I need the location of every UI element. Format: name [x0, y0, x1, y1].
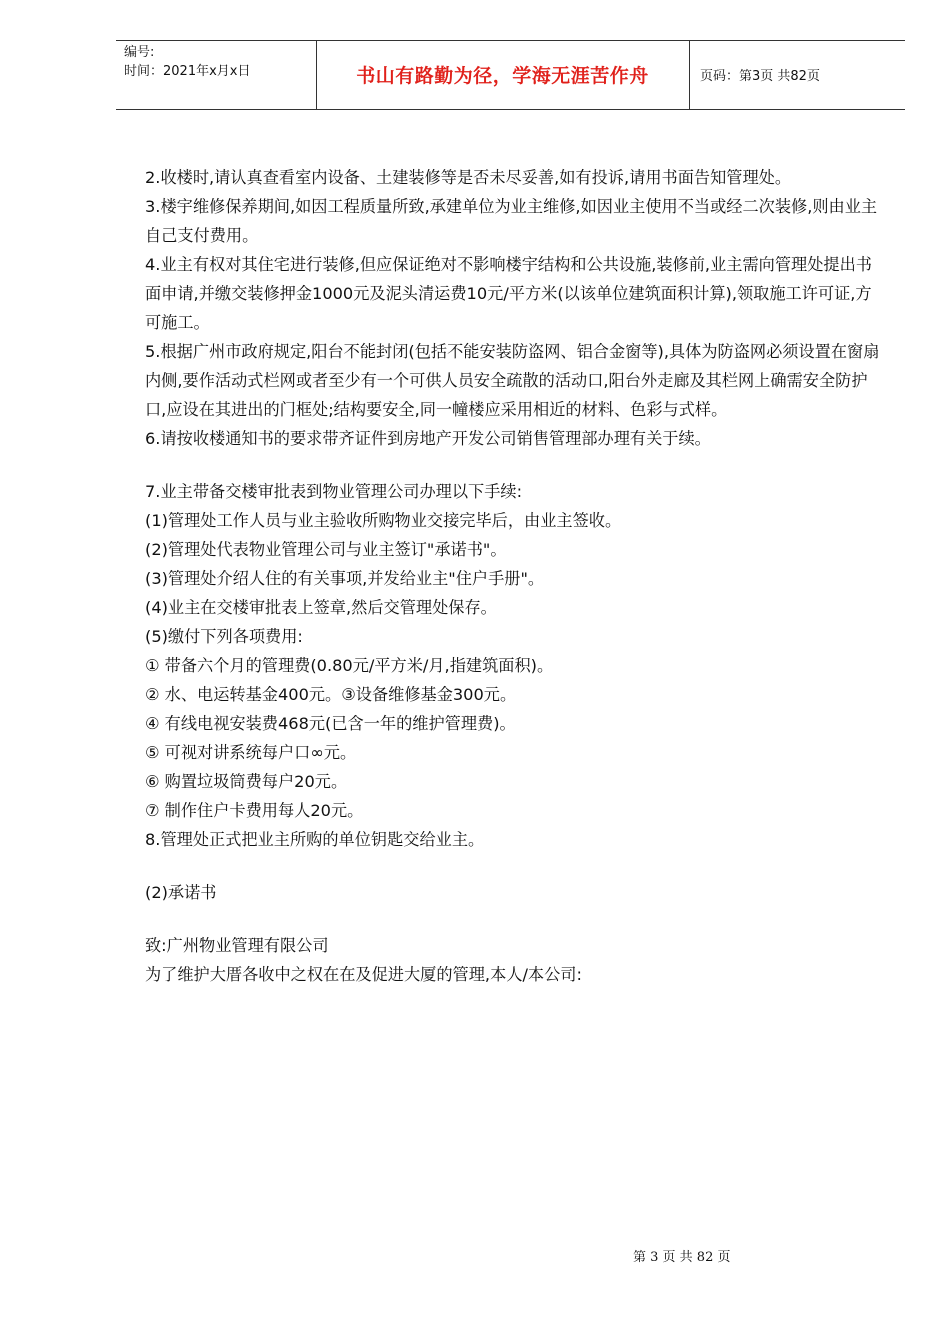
paragraph: 3.楼宇维修保养期间,如因工程质量所致,承建单位为业主维修,如因业主使用不当或经二次装修,则由业主自己支付费用。 — [145, 197, 878, 245]
fee-item: ⑥ 购置垃圾筒费每户20元。 — [145, 772, 348, 791]
document-body — [145, 163, 883, 989]
fee-item: ④ 有线电视安装费468元(已含一年的维护管理费)。 — [145, 714, 516, 733]
page-footer: 第 3 页 共 82 页 — [633, 1250, 731, 1265]
header-page-number: 页码：第3页 共82页 — [700, 69, 820, 84]
paragraph: 7.业主带备交楼审批表到物业管理公司办理以下手续: — [145, 482, 523, 501]
header-meta — [124, 43, 250, 81]
list-item: (3)管理处介绍人住的有关事项,并发给业主"住户手册"。 — [145, 569, 545, 588]
list-item: (4)业主在交楼审批表上签章,然后交管理处保存。 — [145, 598, 497, 617]
fee-item: ② 水、电运转基金400元。③设备维修基金300元。 — [145, 685, 517, 704]
header-motto: 书山有路勤为径，学海无涯苦作舟 — [356, 65, 649, 87]
paragraph: 6.请按收楼通知书的要求带齐证件到房地产开发公司销售管理部办理有关于续。 — [145, 429, 711, 448]
paragraph: 5.根据广州市政府规定,阳台不能封闭(包括不能安装防盗网、铝合金窗等),具体为防盗网必须设置在窗扇内侧,要作活动式栏网或者至少有一个可供人员安全疏散的活动口,阳台外走廊及其栏网上确需安全防护口,应设在其进出的门框处;结构要安全,同一幢楼应采用相近的材料、色彩与式样。 — [145, 342, 880, 419]
paragraph: 4.业主有权对其住宅进行装修,但应保证绝对不影响楼宇结构和公共设施,装修前,业主需向管理处提出书面申请,并缴交装修押金1000元及泥头清运费10元/平方米(以该单位建筑面积计算),领取施工许可证,方可施工。 — [145, 255, 872, 332]
section-title: (2)承诺书 — [145, 883, 217, 902]
letter-recipient: 致:广州物业管理有限公司 — [145, 936, 329, 955]
letter-body: 为了维护大厝各收中之权在在及促进大厦的管理,本人/本公司: — [145, 965, 582, 984]
list-item: (1)管理处工作人员与业主验收所购物业交接完毕后，由业主签收。 — [145, 511, 622, 530]
page-header — [116, 40, 905, 110]
header-divider — [689, 41, 690, 109]
list-item: (2)管理处代表物业管理公司与业主签订"承诺书"。 — [145, 540, 507, 559]
fee-item: ⑦ 制作住户卡费用每人20元。 — [145, 801, 364, 820]
paragraph: 8.管理处正式把业主所购的单位钥匙交给业主。 — [145, 830, 485, 849]
document-number-label: 编号: — [124, 45, 155, 60]
paragraph: 2.收楼时,请认真查看室内设备、土建装修等是否未尽妥善,如有投诉,请用书面告知管理处。 — [145, 168, 792, 187]
fee-item: ① 带备六个月的管理费(0.80元/平方米/月,指建筑面积)。 — [145, 656, 554, 675]
fee-item: ⑤ 可视对讲系统每户口∞元。 — [145, 743, 357, 762]
list-item: (5)缴付下列各项费用: — [145, 627, 303, 646]
document-time-label: 时间：2021年x月x日 — [124, 64, 251, 79]
